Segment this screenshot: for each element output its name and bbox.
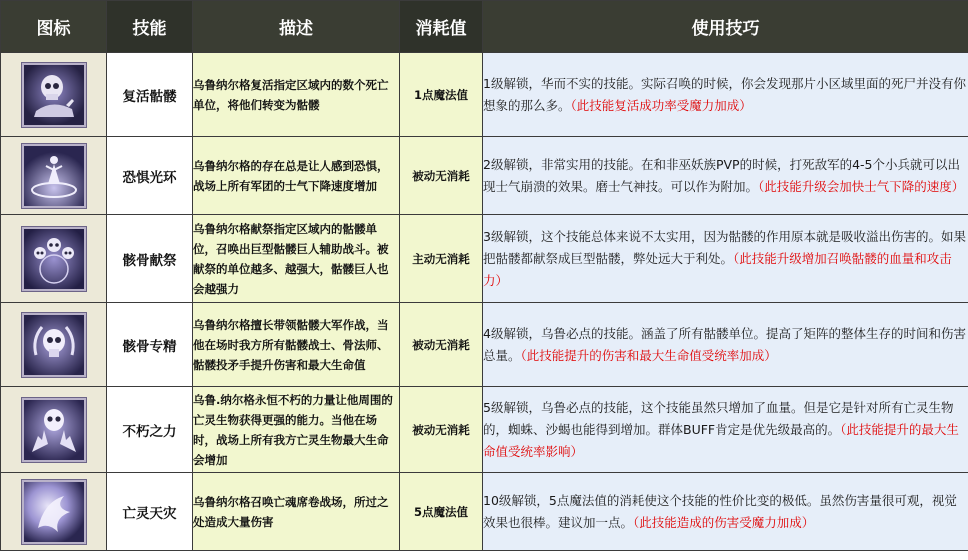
skill-cost: 1点魔法值	[400, 53, 483, 137]
skill-tip	[483, 387, 968, 473]
header-row	[1, 1, 968, 53]
tip-text: 2级解锁，非常实用的技能。在和非巫妖族PVP的时候，打死敌军的4-5个小兵就可以出现士气崩溃的效果。磨士气神技。可以作为附加。	[483, 156, 960, 194]
skill-cost: 被动无消耗	[400, 387, 483, 473]
table-row	[1, 53, 968, 137]
tip-note: （此技能升级会加快士气下降的速度）	[758, 178, 965, 194]
skull-wreath-icon	[22, 313, 86, 377]
skill-desc: 乌鲁纳尔格献祭指定区域内的骷髅单位，召唤出巨型骷髅巨人辅助战斗。被献祭的单位越多、越强大，骷髅巨人也会越强力	[193, 215, 400, 303]
spirit-storm-icon	[22, 480, 86, 544]
skill-name: 恐惧光环	[107, 137, 193, 215]
skill-name: 不朽之力	[107, 387, 193, 473]
header-tips: 使用技巧	[483, 1, 968, 53]
skill-tip	[483, 215, 968, 303]
tip-text: 1级解锁，华而不实的技能。实际召唤的时候，你会发现那片小区域里面的死尸并没有你想象的那么多。	[483, 75, 966, 113]
three-skulls-icon	[22, 227, 86, 291]
tip-text: 10级解锁，5点魔法值的消耗使这个技能的性价比变的极低。虽然伤害量很可观，视觉效果也很棒。建议加一点。	[483, 492, 957, 530]
skull-rising-icon	[22, 63, 86, 127]
aura-figure-icon	[22, 144, 86, 208]
tip-text: 4级解锁，乌鲁必点的技能。涵盖了所有骷髅单位。提高了矩阵的整体生存的时间和伤害总量。	[483, 325, 966, 363]
table-row	[1, 473, 968, 551]
skill-tip	[483, 473, 968, 551]
table-row	[1, 137, 968, 215]
skill-name: 骸骨献祭	[107, 215, 193, 303]
tip-note: （此技能造成的伤害受魔力加成）	[633, 514, 815, 530]
skill-desc: 乌鲁纳尔格的存在总是让人感到恐惧，战场上所有军团的士气下降速度增加	[193, 137, 400, 215]
skill-tip	[483, 303, 968, 387]
skill-desc: 乌鲁纳尔格擅长带领骷髅大军作战，当他在场时我方所有骷髅战士、骨法师、骷髅投矛手提升伤害和最大生命值	[193, 303, 400, 387]
skill-name: 骸骨专精	[107, 303, 193, 387]
skill-desc: 乌鲁.纳尔格永恒不朽的力量让他周围的亡灵生物获得更强的能力。当他在场时，战场上所有我方亡灵生物最大生命会增加	[193, 387, 400, 473]
skill-tip	[483, 53, 968, 137]
skill-cost: 被动无消耗	[400, 137, 483, 215]
tip-text: 3级解锁，这个技能总体来说不太实用，因为骷髅的作用原本就是吸收溢出伤害的。如果把骷髅都献祭成巨型骷髅，弊处远大于利处。	[483, 228, 966, 266]
header-desc: 描述	[193, 1, 400, 53]
skill-cost: 5点魔法值	[400, 473, 483, 551]
skill-name: 复活骷髅	[107, 53, 193, 137]
table-row	[1, 303, 968, 387]
tip-note: （此技能复活成功率受魔力加成）	[570, 97, 752, 113]
skill-desc: 乌鲁纳尔格召唤亡魂席卷战场，所过之处造成大量伤害	[193, 473, 400, 551]
header-cost: 消耗值	[400, 1, 483, 53]
skill-cost: 主动无消耗	[400, 215, 483, 303]
skill-cost: 被动无消耗	[400, 303, 483, 387]
table-row	[1, 215, 968, 303]
skull-hands-icon	[22, 398, 86, 462]
tip-note: （此技能升级增加召唤骷髅的血量和攻击力）	[483, 250, 952, 288]
tip-text: 5级解锁，乌鲁必点的技能，这个技能虽然只增加了血量。但是它是针对所有亡灵生物的，蜘蛛、沙蝎也能得到增加。群体BUFF肯定是优先级最高的。	[483, 399, 954, 437]
skill-desc: 乌鲁纳尔格复活指定区域内的数个死亡单位，将他们转变为骷髅	[193, 53, 400, 137]
table-row	[1, 387, 968, 473]
skill-name: 亡灵天灾	[107, 473, 193, 551]
skill-tip	[483, 137, 968, 215]
tip-note: （此技能提升的伤害和最大生命值受统率加成）	[520, 347, 777, 363]
tip-note: （此技能提升的最大生命值受统率影响）	[483, 421, 959, 459]
header-skill: 技能	[107, 1, 193, 53]
header-icon: 图标	[1, 1, 107, 53]
